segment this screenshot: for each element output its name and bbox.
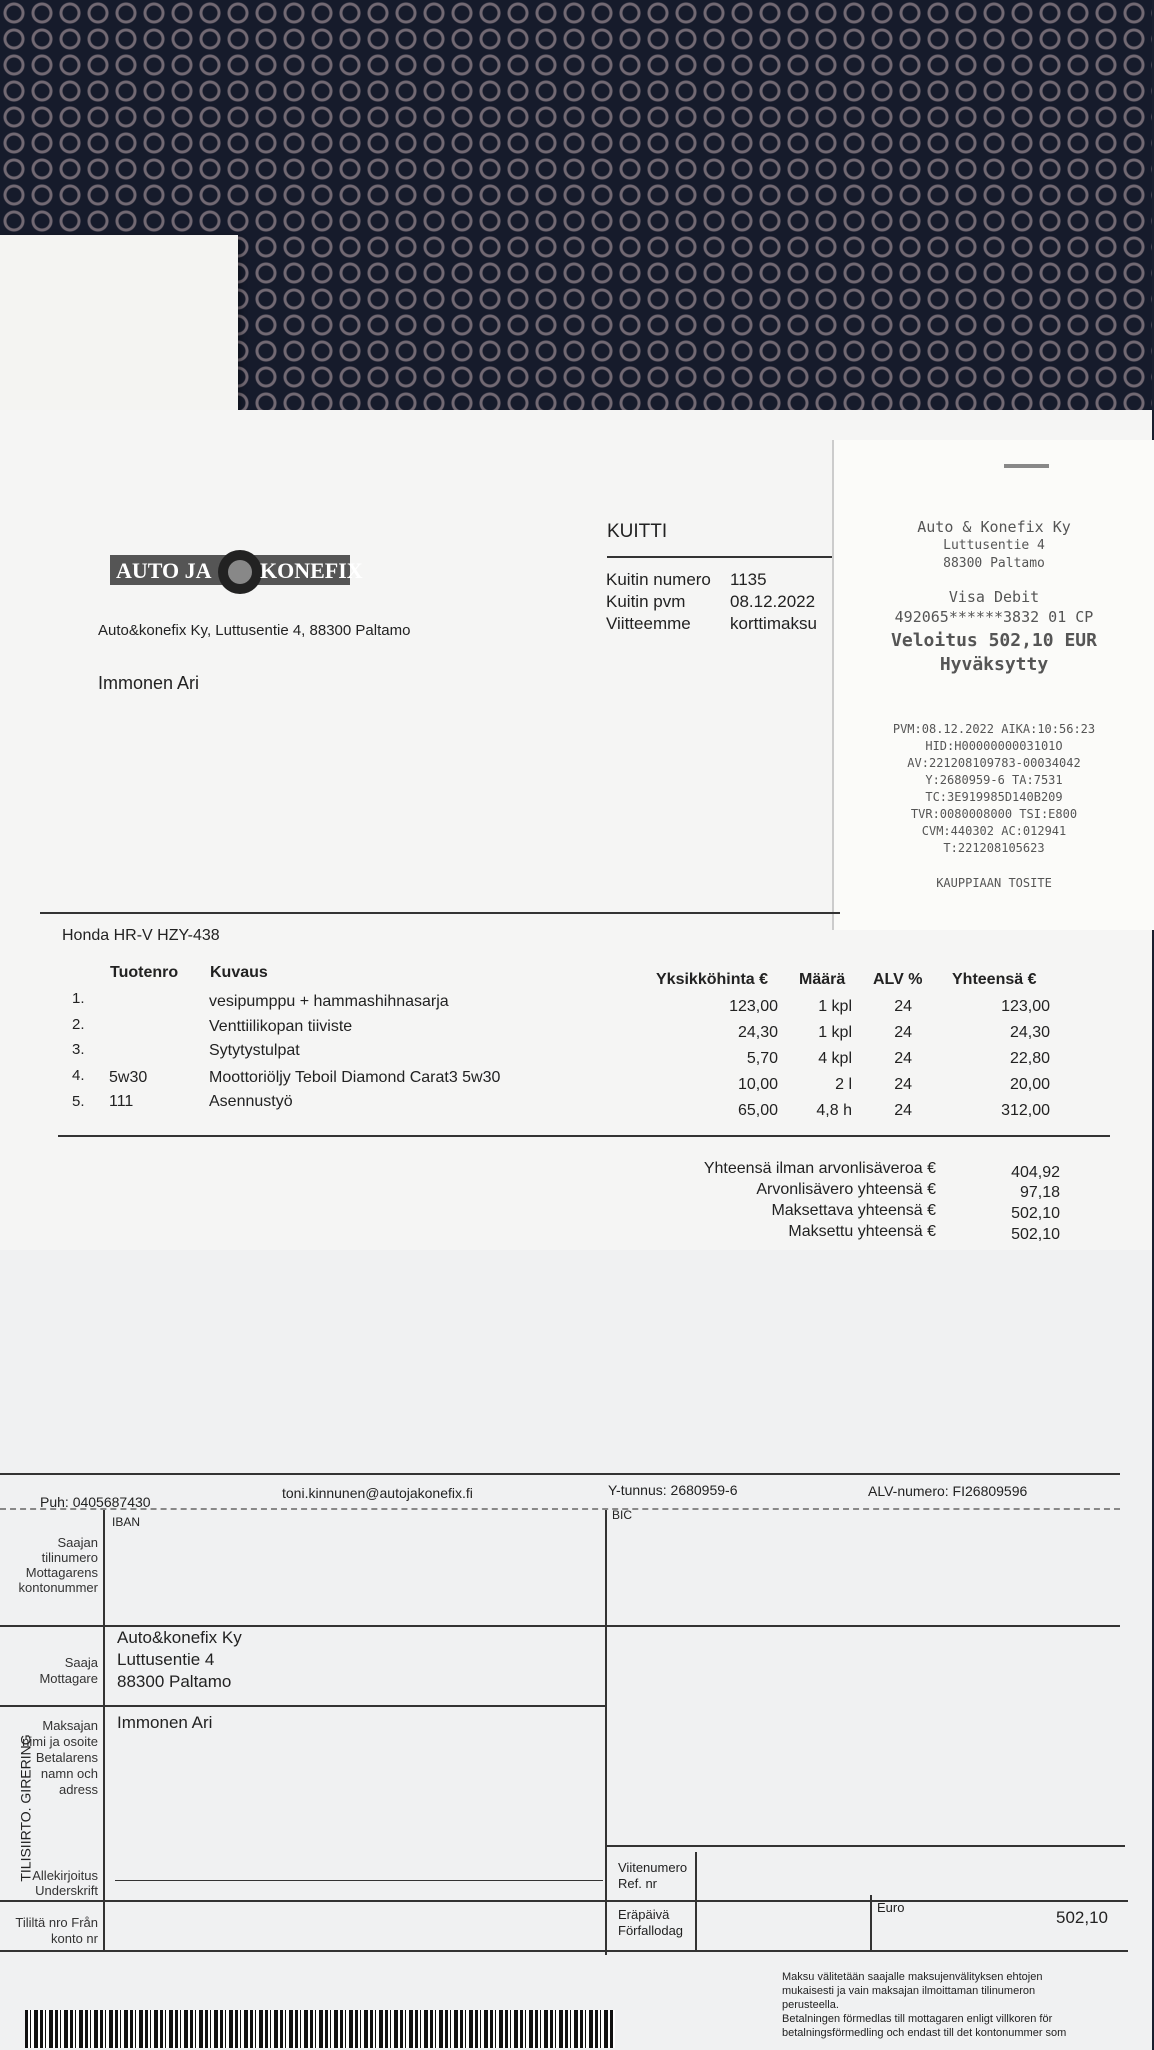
row-code: 5w30 [109,1069,148,1086]
receipt-city: 88300 Paltamo [943,556,1045,571]
receipt-detail: TC:3E919985D140B209 [925,790,1063,804]
receipt-number-value: 1135 [730,570,767,589]
signature-line[interactable] [115,1880,603,1881]
card-receipt [832,440,1154,930]
due-date-label: Eräpäivä Förfallodag [618,1907,684,1938]
payee-label: Saaja Mottagare [39,1655,98,1686]
receipt-charge: Veloitus 502,10 EUR [891,630,1097,651]
form-line [103,1510,105,1950]
vehicle-label: Honda HR-V HZY-438 [62,927,220,944]
row-total: 20,00 [1009,1076,1050,1093]
form-line [695,1852,697,1952]
contact-alv: ALV-numero: FI26809596 [868,1483,1028,1499]
row-quantity: 2 l [835,1076,852,1093]
form-line [605,1845,1125,1847]
divider [40,912,840,914]
iban-label: IBAN [112,1515,141,1529]
divider [0,1473,1120,1475]
receipt-card-type: Visa Debit [948,588,1040,606]
receipt-date-label: Kuitin pvm [606,592,686,611]
receipt-footer: KAUPPIAAN TOSITE [936,876,1052,890]
row-quantity: 1 kpl [818,1024,852,1041]
note-line: betalningsförmedling och endast till det kontonummer som [782,2027,1067,2039]
row-unit-price: 24,30 [737,1024,778,1041]
row-quantity: 4,8 h [816,1102,852,1119]
bic-label: BIC [612,1508,633,1522]
col-header-yhteensa: Yhteensä € [952,971,1037,988]
row-unit-price: 10,00 [737,1076,778,1093]
euro-amount: 502,10 [1056,1908,1108,1927]
form-line [0,1900,1128,1902]
signature-label: Allekirjoitus Underskrift [32,1868,98,1898]
row-description: Sytytystulpat [209,1042,300,1059]
total-payable-value: 502,10 [1011,1205,1060,1222]
row-description: vesipumppu + hammashihnasarja [209,993,449,1010]
payer-name: Immonen Ari [117,1713,213,1732]
contact-phone: Puh: 0405687430 [40,1494,151,1510]
receipt-detail: T:221208105623 [943,841,1045,855]
reference-label: Viitteemme [606,614,691,633]
receipt-date-value: 08.12.2022 [730,592,816,611]
row-unit-price: 123,00 [729,998,778,1015]
euro-label: Euro [877,1900,905,1915]
row-description: Asennustyö [209,1093,293,1110]
row-description: Moottoriöljy Teboil Diamond Carat3 5w30 [209,1069,501,1086]
perforation [0,1508,1120,1510]
contact-email: toni.kinnunen@autojakonefix.fi [282,1485,473,1501]
row-number: 2. [72,1016,85,1033]
divider [58,1135,1110,1137]
svg-text:KONEFIX: KONEFIX [260,558,363,583]
col-header-yksikkohinta: Yksikköhinta € [656,971,769,988]
divider [607,556,835,558]
form-line [0,1705,605,1707]
col-header-alv: ALV % [873,971,923,988]
receipt-detail: TVR:0080008000 TSI:E800 [910,807,1078,821]
note-line: Maksu välitetään saajalle maksujenvälityksen ehtojen [782,1971,1043,1983]
note-line: mukaisesti ja vain maksajan ilmoittaman tilinumeron [782,1985,1036,1997]
total-net-value: 404,92 [1011,1164,1060,1181]
form-line [0,1625,1120,1627]
total-net-label: Yhteensä ilman arvonlisäveroa € [703,1160,936,1177]
row-number: 4. [72,1067,85,1084]
total-paid-label: Maksettu yhteensä € [788,1223,936,1240]
giro-note [782,1970,1066,2040]
row-vat: 24 [894,1102,912,1119]
background-card [0,235,238,435]
receipt-detail: HID:H0000000003101O [925,739,1063,753]
contact-ytunnus: Y-tunnus: 2680959-6 [608,1482,738,1498]
total-paid-value: 502,10 [1011,1226,1060,1243]
note-line: perusteella. [782,1999,839,2011]
payee-line: Luttusentie 4 [117,1650,215,1669]
note-line: Betalningen förmedlas till mottagaren enligt villkoren för [782,2013,1053,2025]
total-vat-label: Arvonlisävero yhteensä € [756,1181,936,1198]
row-description: Venttiilikopan tiiviste [209,1018,353,1035]
col-header-tuotenro: Tuotenro [110,964,179,981]
payee-line: 88300 Paltamo [117,1672,232,1691]
payee-account-label: Saajan tilinumero Mottagarens kontonummer [18,1535,98,1595]
row-number: 1. [72,990,85,1007]
barcode [25,2010,615,2048]
row-total: 312,00 [1001,1102,1050,1119]
row-number: 3. [72,1041,85,1058]
receipt-title: KUITTI [607,521,668,542]
giro-side-label: TILISIIRTO. GIRERING [17,1734,34,1882]
row-vat: 24 [894,1050,912,1067]
row-vat: 24 [894,998,912,1015]
receipt-street: Luttusentie 4 [943,538,1045,553]
row-number: 5. [72,1093,85,1110]
col-header-maara: Määrä [799,971,846,988]
row-quantity: 4 kpl [818,1050,852,1067]
total-payable-label: Maksettava yhteensä € [771,1202,936,1219]
receipt-detail: PVM:08.12.2022 AIKA:10:56:23 [892,722,1096,736]
receipt-detail: CVM:440302 AC:012941 [921,824,1067,838]
payee-line: Auto&konefix Ky [117,1628,242,1647]
row-total: 123,00 [1001,998,1050,1015]
receipt-merchant: Auto & Konefix Ky [917,518,1071,536]
svg-text:AUTO JA: AUTO JA [116,558,212,583]
reference-value: korttimaksu [730,614,817,633]
form-line [870,1895,872,1950]
row-code: 111 [109,1093,134,1110]
company-address: Auto&konefix Ky, Luttusentie 4, 88300 Paltamo [98,622,411,639]
row-unit-price: 5,70 [746,1050,778,1067]
from-account-label: Tililtä nro Från konto nr [15,1915,98,1946]
company-logo [110,545,363,603]
payer-label: Maksajan nimi ja osoite Betalarens namn och adress [22,1718,98,1797]
receipt-detail: Y:2680959-6 TA:7531 [925,773,1063,787]
receipt-detail: AV:221208109783-00034042 [907,756,1081,770]
receipt-status: Hyväksytty [939,654,1049,675]
row-vat: 24 [894,1076,912,1093]
staple [1004,464,1049,468]
receipt-number-label: Kuitin numero [606,570,711,589]
row-unit-price: 65,00 [737,1102,778,1119]
form-line [0,1950,1128,1952]
reference-number-label: Viitenumero Ref. nr [618,1860,688,1891]
receipt-card-number: 492065******3832 01 CP [894,608,1094,626]
customer-name: Immonen Ari [98,673,200,693]
row-total: 24,30 [1009,1024,1050,1041]
form-line [605,1510,607,1955]
col-header-kuvaus: Kuvaus [210,964,268,981]
row-vat: 24 [894,1024,912,1041]
row-total: 22,80 [1009,1050,1050,1067]
row-quantity: 1 kpl [818,998,852,1015]
total-vat-value: 97,18 [1019,1184,1060,1201]
